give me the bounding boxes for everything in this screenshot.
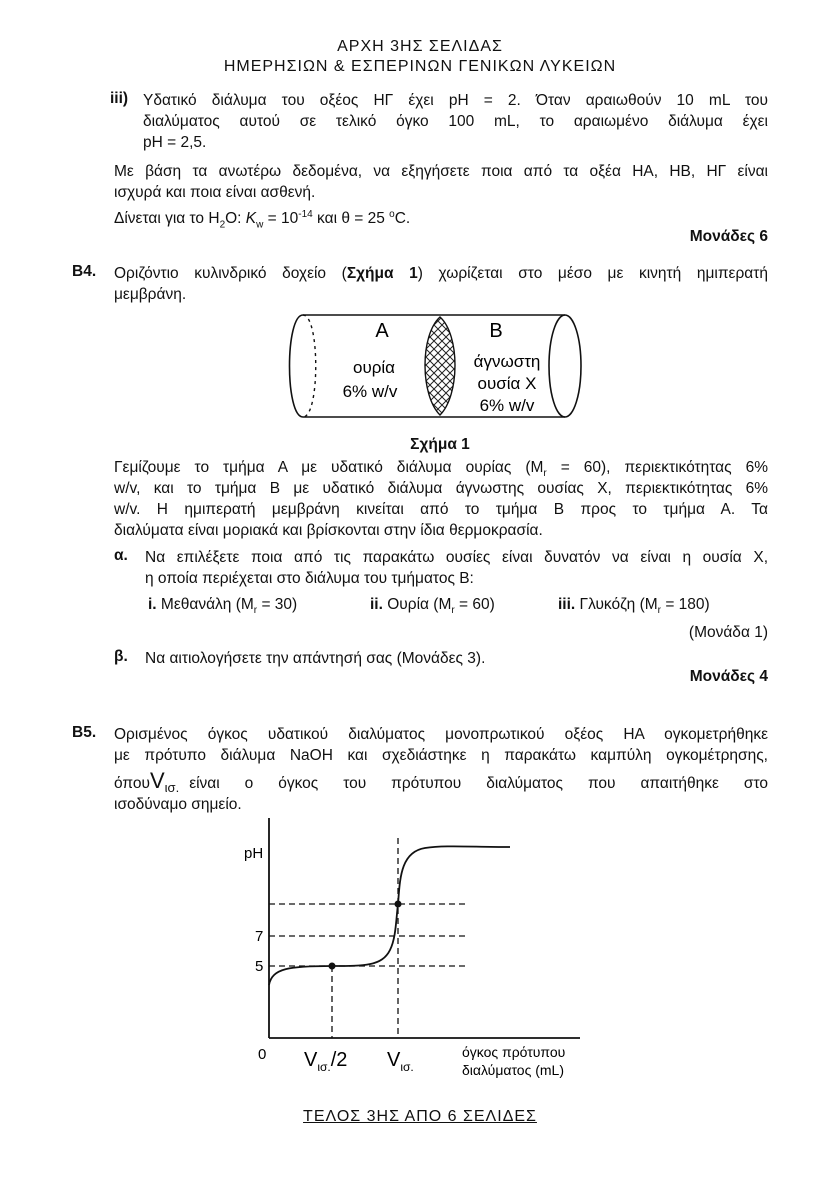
- figure1-caption: Σχήμα 1: [410, 436, 470, 453]
- right-solution-line2: ουσία X: [477, 374, 537, 393]
- item-iii-label: iii): [110, 90, 129, 107]
- page-header-line2: ΗΜΕΡΗΣΙΩΝ & ΕΣΠΕΡΙΝΩΝ ΓΕΝΙΚΩΝ ΛΥΚΕΙΩΝ: [223, 58, 617, 75]
- option-ii: ii. Ουρία $(M_r = 60)$: [370, 596, 495, 617]
- label-A: A: [375, 320, 389, 342]
- question-line2: ισχυρά και ποια είναι ασθενή.: [114, 184, 316, 201]
- membrane-icon: [425, 317, 455, 415]
- right-solution-line1: άγνωστη: [473, 352, 541, 371]
- b5-line3: όπου $V_{\iota\sigma.}$ είναι ο όγκος του πρότυπου διαλύματος που απαιτήθηκε στο: [114, 768, 768, 796]
- alpha-line2: η οποία περιέχεται στο διάλυμα του τμήματος Β:: [145, 570, 474, 587]
- left-solution-line2: 6% w/v: [342, 382, 398, 401]
- b4-label: Β4.: [72, 263, 97, 280]
- given-constants: Δίνεται για το $H_2O$: $K_w = 10^{-14}$ και θ = 25 $^o$C.: [114, 209, 411, 231]
- equivalence-point: [395, 901, 402, 908]
- b5-line2: με πρότυπο διάλυμα NaOH και σχεδιάστηκε η παρακάτω καμπύλη ογκομέτρησης,: [114, 747, 768, 764]
- b5-label: Β5.: [72, 724, 97, 741]
- alpha-label: α.: [114, 547, 128, 564]
- page-header-line1: ΑΡΧΗ 3ΗΣ ΣΕΛΙΔΑΣ: [337, 38, 503, 55]
- question-line1: Με βάση τα ανωτέρω δεδομένα, να εξηγήσετε ποια από τα οξέα ΗΑ, ΗΒ, ΗΓ είναι: [114, 163, 768, 180]
- marks-6: Μονάδες 6: [689, 228, 768, 245]
- page-footer: ΤΕΛΟΣ 3ΗΣ ΑΠΟ 6 ΣΕΛΙΔΕΣ: [303, 1108, 537, 1125]
- tick-5: 5: [255, 958, 264, 975]
- cylinder-left-hidden-edge: [303, 315, 316, 417]
- marks-4: Μονάδες 4: [689, 668, 768, 685]
- y-axis-label: pH: [244, 845, 264, 862]
- item-iii-line2: διαλύματος αυτού σε τελικό όγκο 100 mL, το αραιωμένο διάλυμα έχει: [143, 113, 768, 130]
- x-axis-label-line1: όγκος πρότυπου: [462, 1044, 566, 1060]
- figure1-cylinder: [270, 305, 590, 430]
- cylinder-left-end: [290, 315, 304, 417]
- equivalence-label: $V_{\iota\sigma.}$: [387, 1049, 414, 1074]
- titration-curve-graph: [230, 810, 610, 1085]
- cylinder-right-end: [549, 315, 581, 417]
- b4-para-line2: w/v, και το τμήμα Β με υδατικό διάλυμα άγνωστης ουσίας Χ, περιεκτικότητας 6%: [114, 480, 768, 497]
- half-equivalence-point: [329, 963, 336, 970]
- b5-line4: ισοδύναμο σημείο.: [114, 796, 242, 813]
- x-axis-label-line2: διαλύματος (mL): [462, 1062, 565, 1078]
- label-B: B: [489, 320, 503, 342]
- tick-7: 7: [255, 928, 264, 945]
- titration-curve: [269, 846, 510, 985]
- beta-text: Να αιτιολογήσετε την απάντησή σας (Μονάδες 3).: [145, 650, 486, 667]
- left-solution-line1: ουρία: [352, 358, 396, 377]
- right-solution-line3: 6% w/v: [479, 396, 535, 415]
- item-iii-line3: pH = 2,5.: [143, 134, 207, 151]
- b4-line1: Οριζόντιο κυλινδρικό δοχείο (Σχήμα 1) χωρίζεται στο μέσο με κινητή ημιπερατή: [114, 265, 768, 282]
- b4-line2: μεμβράνη.: [114, 286, 187, 303]
- half-equivalence-label: $V_{\iota\sigma.}/2$: [304, 1049, 348, 1074]
- beta-label: β.: [114, 648, 128, 665]
- b5-line1: Ορισμένος όγκος υδατικού διαλύματος μονοπρωτικού οξέος ΗΑ ογκομετρήθηκε: [114, 726, 768, 743]
- origin-label: 0: [258, 1046, 267, 1063]
- alpha-line1: Να επιλέξετε ποια από τις παρακάτω ουσίες είναι δυνατόν να είναι η ουσία Χ,: [145, 549, 768, 566]
- b4-para-line3: w/v. Η ημιπερατή μεμβράνη κινείται από το τμήμα Β προς το τμήμα Α. Τα: [114, 501, 768, 518]
- b4-para-line4: διαλύματα είναι μοριακά και βρίσκονται στην ίδια θερμοκρασία.: [114, 522, 543, 539]
- option-iii: iii. Γλυκόζη $(M_r = 180)$: [558, 596, 710, 617]
- item-iii-line1: Υδατικό διάλυμα του οξέος ΗΓ έχει pH = 2. Όταν αραιωθούν 10 mL του: [143, 92, 768, 109]
- option-i: i. Μεθανάλη $(M_r = 30)$: [148, 596, 298, 617]
- b4-para-line1: Γεμίζουμε το τμήμα Α με υδατικό διάλυμα ουρίας $(M_r = 60)$, περιεκτικότητας 6%: [114, 459, 768, 480]
- alpha-mark: (Μονάδα 1): [688, 624, 768, 641]
